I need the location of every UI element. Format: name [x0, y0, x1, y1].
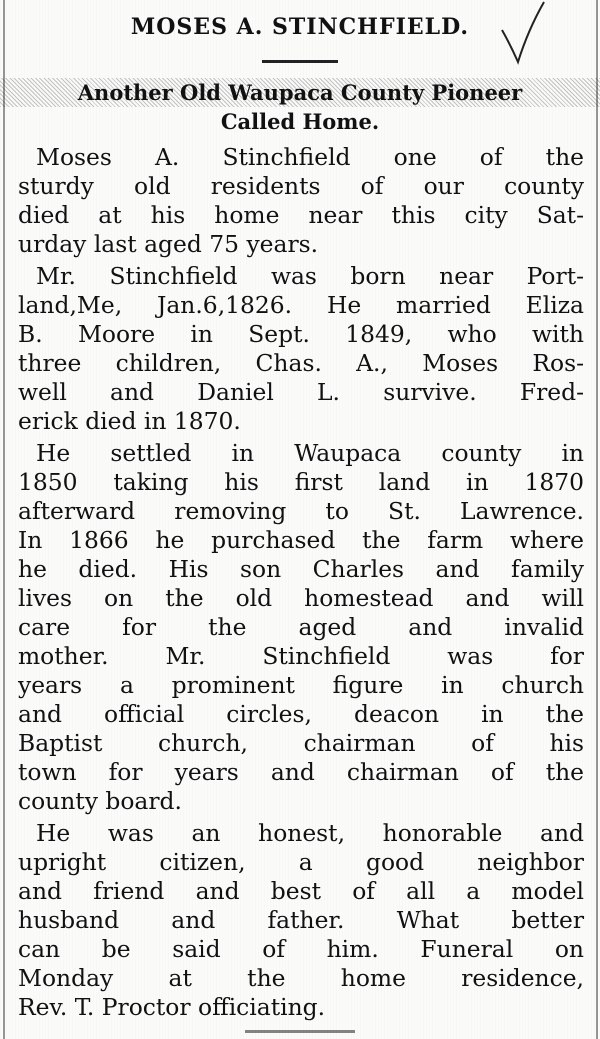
text-line: county board. — [18, 787, 182, 815]
text-line: erick died in 1870. — [18, 407, 241, 435]
text-line: husband and father. What better — [18, 906, 584, 934]
text-line: died at his home near this city Sat- — [18, 201, 584, 229]
bottom-divider — [245, 1030, 355, 1033]
text-line: sturdy old residents of our county — [18, 172, 584, 200]
text-line: Rev. T. Proctor officiating. — [18, 993, 326, 1021]
left-column-rule — [3, 0, 5, 1039]
headline: MOSES A. STINCHFIELD. — [130, 14, 470, 40]
paragraph — [18, 262, 584, 436]
text-line: and friend and best of all a model — [18, 877, 584, 905]
article-body — [18, 143, 584, 1025]
subheadline-line-1: Another Old Waupaca County Pioneer — [0, 78, 600, 107]
text-line: upright citizen, a good neighbor — [18, 848, 584, 876]
text-line: he died. His son Charles and family — [18, 555, 584, 583]
text-line: mother. Mr. Stinchfield was for — [18, 642, 584, 670]
text-line: Monday at the home residence, — [18, 964, 584, 992]
text-line: three children, Chas. A., Moses Ros- — [18, 349, 584, 377]
text-line: town for years and chairman of the — [18, 758, 584, 786]
handwritten-check-mark-icon — [498, 0, 548, 70]
text-line: Mr. Stinchfield was born near Port- — [36, 262, 584, 290]
text-line: Baptist church, chairman of his — [18, 729, 584, 757]
subheadline-line-2: Called Home. — [220, 109, 380, 134]
text-line: In 1866 he purchased the farm where — [18, 526, 584, 554]
paragraph — [18, 439, 584, 816]
text-line: B. Moore in Sept. 1849, who with — [18, 320, 584, 348]
text-line: can be said of him. Funeral on — [18, 935, 584, 963]
text-line: well and Daniel L. survive. Fred- — [18, 378, 584, 406]
text-line: urday last aged 75 years. — [18, 230, 319, 258]
text-line: care for the aged and invalid — [18, 613, 584, 641]
text-line: years a prominent figure in church — [18, 671, 584, 699]
text-line: He settled in Waupaca county in — [36, 439, 584, 467]
paragraph — [18, 819, 584, 1022]
right-column-rule — [596, 0, 598, 1039]
subheadline — [0, 78, 600, 136]
text-line: lives on the old homestead and will — [18, 584, 584, 612]
text-line: afterward removing to St. Lawrence. — [18, 497, 584, 525]
text-line: He was an honest, honorable and — [36, 819, 584, 847]
paragraph — [18, 143, 584, 259]
text-line: 1850 taking his first land in 1870 — [18, 468, 584, 496]
headline-divider — [262, 60, 338, 63]
text-line: and official circles, deacon in the — [18, 700, 584, 728]
text-line: land,Me, Jan.6,1826. He married Eliza — [18, 291, 584, 319]
text-line: Moses A. Stinchfield one of the — [36, 143, 584, 171]
